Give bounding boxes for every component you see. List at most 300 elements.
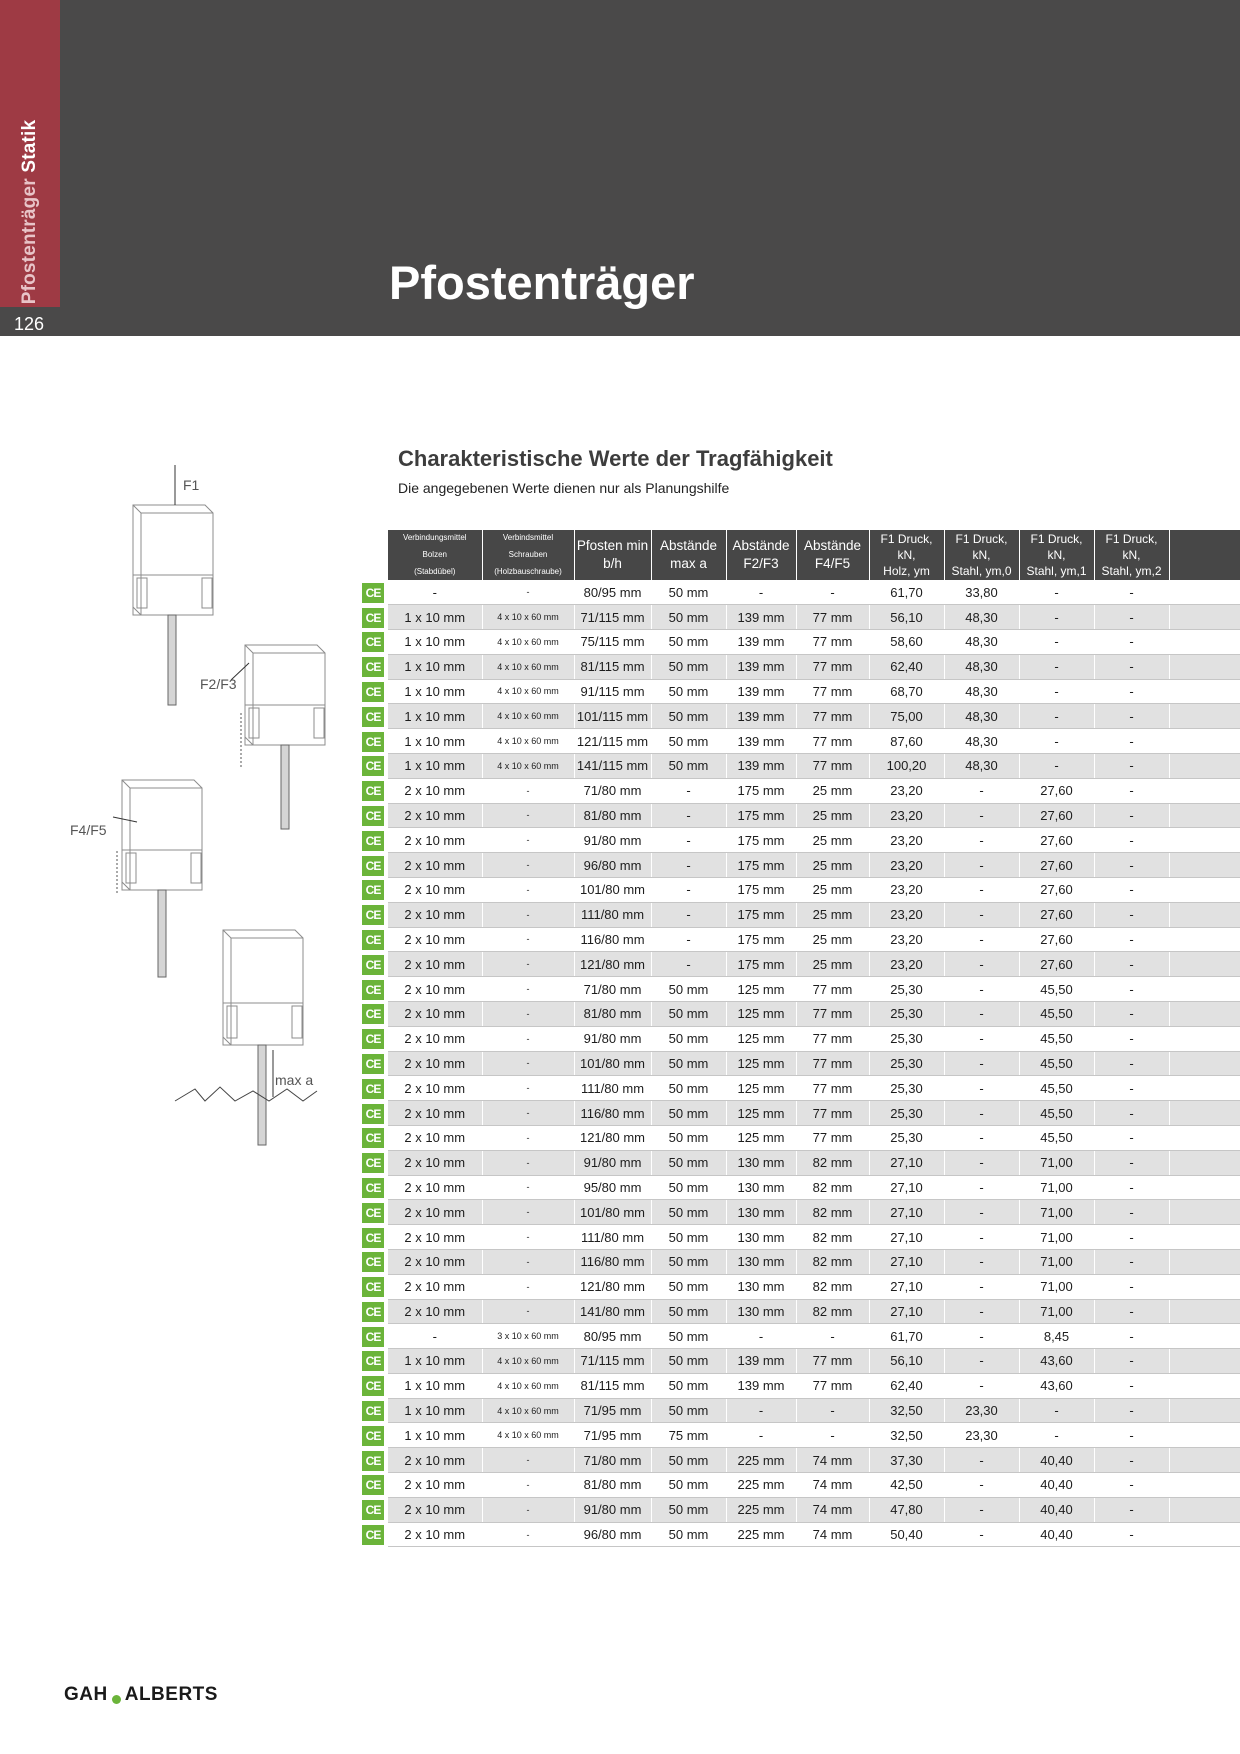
table-cell: -: [482, 1051, 574, 1076]
table-cell: 2 x 10 mm: [388, 778, 482, 803]
table-cell: 23,20: [869, 828, 944, 853]
table-cell-spacer: [1169, 927, 1240, 952]
table-cell: 50,40: [869, 1522, 944, 1547]
table-cell: 25,30: [869, 1026, 944, 1051]
table-cell: 23,20: [869, 803, 944, 828]
table-cell: 1 x 10 mm: [388, 679, 482, 704]
table-cell: 50 mm: [651, 1051, 726, 1076]
table-cell: -: [388, 1324, 482, 1349]
page-title: Pfostenträger: [389, 256, 695, 309]
table-cell: 121/80 mm: [574, 1274, 651, 1299]
table-cell: 82 mm: [796, 1249, 869, 1274]
table-cell: 2 x 10 mm: [388, 1522, 482, 1547]
table-cell: 2 x 10 mm: [388, 1249, 482, 1274]
table-cell: -: [1094, 927, 1169, 952]
table-cell: 47,80: [869, 1497, 944, 1522]
table-cell: 50 mm: [651, 1101, 726, 1126]
ce-mark-cell: [362, 902, 388, 927]
table-cell: 50 mm: [651, 679, 726, 704]
table-cell-spacer: [1169, 902, 1240, 927]
table-row: [362, 1175, 1240, 1200]
table-cell-spacer: [1169, 1522, 1240, 1547]
table-cell: 43,60: [1019, 1373, 1094, 1398]
post-anchor-diagram: [55, 465, 335, 1185]
ce-mark-cell: [362, 1101, 388, 1126]
table-cell: 81/80 mm: [574, 1473, 651, 1498]
table-cell: 25 mm: [796, 877, 869, 902]
table-cell: 116/80 mm: [574, 927, 651, 952]
ce-mark-icon: CE: [362, 1351, 384, 1371]
table-cell: 61,70: [869, 580, 944, 604]
table-cell: -: [944, 1373, 1019, 1398]
table-cell: 50 mm: [651, 1200, 726, 1225]
table-cell: 95/80 mm: [574, 1175, 651, 1200]
table-cell: -: [1094, 1225, 1169, 1250]
table-cell: -: [944, 1101, 1019, 1126]
table-row: [362, 1497, 1240, 1522]
table-cell: 71/80 mm: [574, 977, 651, 1002]
ce-mark-icon: CE: [362, 1277, 384, 1297]
table-row: [362, 753, 1240, 778]
table-cell: 81/80 mm: [574, 1001, 651, 1026]
table-cell: 71,00: [1019, 1200, 1094, 1225]
ce-mark-icon: CE: [362, 905, 384, 925]
table-cell: 50 mm: [651, 629, 726, 654]
table-cell: -: [1094, 1398, 1169, 1423]
table-cell: -: [796, 1324, 869, 1349]
table-cell: 2 x 10 mm: [388, 1299, 482, 1324]
table-cell: 25 mm: [796, 853, 869, 878]
table-cell: 77 mm: [796, 1125, 869, 1150]
table-cell: -: [482, 1274, 574, 1299]
table-cell: -: [1094, 704, 1169, 729]
table-row: [362, 1473, 1240, 1498]
table-cell: -: [388, 580, 482, 604]
table-cell: 56,10: [869, 1349, 944, 1374]
table-row: [362, 1001, 1240, 1026]
sidebar-category: [19, 120, 41, 305]
table-cell: 82 mm: [796, 1299, 869, 1324]
logo-text-left: GAH: [64, 1684, 108, 1705]
table-cell: 25 mm: [796, 902, 869, 927]
table-cell: 2 x 10 mm: [388, 1200, 482, 1225]
ce-mark-cell: [362, 1274, 388, 1299]
table-cell: 96/80 mm: [574, 1522, 651, 1547]
table-cell: 82 mm: [796, 1150, 869, 1175]
table-cell: -: [651, 877, 726, 902]
table-cell: -: [651, 952, 726, 977]
table-row: [362, 1274, 1240, 1299]
table-cell: -: [726, 1398, 796, 1423]
table-cell: 130 mm: [726, 1200, 796, 1225]
table-cell: 116/80 mm: [574, 1249, 651, 1274]
table-cell-spacer: [1169, 952, 1240, 977]
table-cell: 1 x 10 mm: [388, 1373, 482, 1398]
ce-mark-icon: CE: [362, 1401, 384, 1421]
ce-mark-cell: [362, 853, 388, 878]
ce-mark-icon: CE: [362, 732, 384, 752]
table-cell: 125 mm: [726, 1026, 796, 1051]
table-cell: 1 x 10 mm: [388, 1423, 482, 1448]
ce-mark-icon: CE: [362, 880, 384, 900]
table-row: [362, 1125, 1240, 1150]
table-cell: -: [944, 1026, 1019, 1051]
gah-alberts-logo: [64, 1684, 218, 1706]
ce-mark-cell: [362, 1349, 388, 1374]
table-cell: 125 mm: [726, 1125, 796, 1150]
table-cell-spacer: [1169, 1225, 1240, 1250]
table-cell: 4 x 10 x 60 mm: [482, 629, 574, 654]
table-cell: 62,40: [869, 654, 944, 679]
section-subtitle: Die angegebenen Werte dienen nur als Planungshilfe: [398, 480, 730, 496]
table-cell: -: [1019, 729, 1094, 754]
table-cell: 125 mm: [726, 1101, 796, 1126]
table-cell: -: [1019, 654, 1094, 679]
table-row: [362, 1423, 1240, 1448]
table-cell: 116/80 mm: [574, 1101, 651, 1126]
ce-mark-icon: CE: [362, 1128, 384, 1148]
table-cell-spacer: [1169, 778, 1240, 803]
table-cell: 45,50: [1019, 977, 1094, 1002]
table-cell: 130 mm: [726, 1175, 796, 1200]
ce-mark-cell: [362, 1051, 388, 1076]
table-cell: 2 x 10 mm: [388, 803, 482, 828]
table-cell: -: [1019, 580, 1094, 604]
table-cell: -: [944, 1299, 1019, 1324]
table-cell: 96/80 mm: [574, 853, 651, 878]
table-cell: 2 x 10 mm: [388, 977, 482, 1002]
table-cell: -: [944, 1225, 1019, 1250]
table-cell: -: [944, 1497, 1019, 1522]
table-cell: 50 mm: [651, 1076, 726, 1101]
ce-mark-cell: [362, 828, 388, 853]
table-cell: 23,20: [869, 952, 944, 977]
table-cell-spacer: [1169, 1497, 1240, 1522]
table-cell: 4 x 10 x 60 mm: [482, 704, 574, 729]
ce-mark-icon: CE: [362, 1004, 384, 1024]
table-cell: 77 mm: [796, 1026, 869, 1051]
table-cell: 40,40: [1019, 1522, 1094, 1547]
table-cell: 43,60: [1019, 1349, 1094, 1374]
table-cell: -: [944, 902, 1019, 927]
table-cell: 48,30: [944, 729, 1019, 754]
load-capacity-table: [362, 530, 1240, 1547]
table-cell: 2 x 10 mm: [388, 1026, 482, 1051]
table-cell: -: [1094, 828, 1169, 853]
table-cell: 139 mm: [726, 753, 796, 778]
ce-mark-icon: CE: [362, 1500, 384, 1520]
table-cell: 139 mm: [726, 1373, 796, 1398]
table-cell: 32,50: [869, 1398, 944, 1423]
table-cell: 2 x 10 mm: [388, 1225, 482, 1250]
table-cell: 50 mm: [651, 704, 726, 729]
table-cell: 1 x 10 mm: [388, 729, 482, 754]
table-cell: 125 mm: [726, 1076, 796, 1101]
table-cell: 2 x 10 mm: [388, 1497, 482, 1522]
table-cell: 45,50: [1019, 1125, 1094, 1150]
table-cell: 125 mm: [726, 1001, 796, 1026]
table-cell: -: [482, 1001, 574, 1026]
table-cell: -: [944, 853, 1019, 878]
table-cell: 71,00: [1019, 1299, 1094, 1324]
table-cell: 141/115 mm: [574, 753, 651, 778]
table-cell: -: [796, 580, 869, 604]
table-cell: 175 mm: [726, 828, 796, 853]
col-header-spacer: [1169, 530, 1240, 580]
table-row: [362, 1349, 1240, 1374]
table-row: [362, 1448, 1240, 1473]
table-cell: -: [1019, 704, 1094, 729]
table-cell: -: [1094, 1299, 1169, 1324]
table-cell: -: [1094, 778, 1169, 803]
table-cell: 2 x 10 mm: [388, 927, 482, 952]
table-cell: 4 x 10 x 60 mm: [482, 654, 574, 679]
ce-mark-icon: CE: [362, 707, 384, 727]
table-cell: -: [1094, 1051, 1169, 1076]
table-cell: 25,30: [869, 1101, 944, 1126]
table-cell-spacer: [1169, 753, 1240, 778]
table-body: [362, 580, 1240, 1547]
ce-mark-icon: CE: [362, 980, 384, 1000]
table-cell: 91/80 mm: [574, 828, 651, 853]
table-cell: 50 mm: [651, 1497, 726, 1522]
table-cell: -: [726, 1324, 796, 1349]
table-cell-spacer: [1169, 828, 1240, 853]
ce-mark-icon: CE: [362, 1079, 384, 1099]
table-cell: -: [482, 828, 574, 853]
table-cell: -: [726, 580, 796, 604]
ce-mark-icon: CE: [362, 1302, 384, 1322]
table-cell: 27,60: [1019, 778, 1094, 803]
table-cell: 2 x 10 mm: [388, 1051, 482, 1076]
ce-mark-icon: CE: [362, 1426, 384, 1446]
table-cell: -: [1094, 902, 1169, 927]
table-cell: 27,10: [869, 1225, 944, 1250]
ce-mark-icon: CE: [362, 632, 384, 652]
ce-mark-cell: [362, 778, 388, 803]
page-number: 126: [14, 314, 45, 334]
table-cell: -: [1019, 605, 1094, 630]
table-cell-spacer: [1169, 1175, 1240, 1200]
table-row: [362, 1398, 1240, 1423]
ce-mark-cell: [362, 1299, 388, 1324]
table-cell: -: [1094, 1373, 1169, 1398]
ce-mark-icon: CE: [362, 930, 384, 950]
table-cell: 27,60: [1019, 877, 1094, 902]
table-cell: 74 mm: [796, 1448, 869, 1473]
table-cell-spacer: [1169, 704, 1240, 729]
table-cell: -: [1094, 605, 1169, 630]
table-cell: 121/80 mm: [574, 952, 651, 977]
table-cell: 27,60: [1019, 803, 1094, 828]
table-cell: 71/115 mm: [574, 605, 651, 630]
table-cell: 50 mm: [651, 1522, 726, 1547]
table-cell: 40,40: [1019, 1448, 1094, 1473]
table-cell: 82 mm: [796, 1225, 869, 1250]
table-cell: 111/80 mm: [574, 902, 651, 927]
table-row: [362, 853, 1240, 878]
table-cell: -: [1094, 1349, 1169, 1374]
table-cell: 82 mm: [796, 1200, 869, 1225]
ce-mark-icon: CE: [362, 1376, 384, 1396]
table-cell: 77 mm: [796, 1076, 869, 1101]
table-cell: 27,60: [1019, 927, 1094, 952]
table-row: [362, 977, 1240, 1002]
table-cell: 130 mm: [726, 1299, 796, 1324]
table-cell: 77 mm: [796, 1101, 869, 1126]
table-cell: -: [1094, 1125, 1169, 1150]
table-cell-spacer: [1169, 1001, 1240, 1026]
table-cell: 50 mm: [651, 1026, 726, 1051]
ce-mark-icon: CE: [362, 1252, 384, 1272]
table-cell: 225 mm: [726, 1448, 796, 1473]
ce-mark-cell: [362, 1522, 388, 1547]
table-cell: 139 mm: [726, 629, 796, 654]
ce-mark-cell: [362, 1200, 388, 1225]
table-row: [362, 580, 1240, 604]
table-cell: -: [482, 1448, 574, 1473]
table-cell: 50 mm: [651, 1001, 726, 1026]
table-cell: 27,60: [1019, 828, 1094, 853]
table-cell: -: [1094, 729, 1169, 754]
table-cell: -: [944, 877, 1019, 902]
table-cell: 111/80 mm: [574, 1225, 651, 1250]
table-cell: 23,20: [869, 778, 944, 803]
table-cell: 40,40: [1019, 1473, 1094, 1498]
table-cell: 4 x 10 x 60 mm: [482, 1423, 574, 1448]
table-cell: 27,10: [869, 1299, 944, 1324]
table-cell: 141/80 mm: [574, 1299, 651, 1324]
ce-mark-icon: CE: [362, 806, 384, 826]
table-cell: 50 mm: [651, 729, 726, 754]
table-cell: 175 mm: [726, 778, 796, 803]
table-row: [362, 679, 1240, 704]
table-cell: 25,30: [869, 977, 944, 1002]
col-header-f1-steel-2: F1 Druck, kN, Stahl, ym,2: [1094, 530, 1169, 580]
table-cell: 48,30: [944, 679, 1019, 704]
table-cell: 45,50: [1019, 1026, 1094, 1051]
table-cell: 25 mm: [796, 927, 869, 952]
table-cell: -: [482, 1026, 574, 1051]
table-cell: 45,50: [1019, 1101, 1094, 1126]
sidebar-category-bold: Statik: [19, 119, 40, 173]
table-cell: 2 x 10 mm: [388, 1125, 482, 1150]
table-cell: -: [944, 1349, 1019, 1374]
table-cell: 71,00: [1019, 1175, 1094, 1200]
table-cell: -: [1094, 877, 1169, 902]
table-cell: 4 x 10 x 60 mm: [482, 605, 574, 630]
table-cell: 82 mm: [796, 1274, 869, 1299]
table-cell-spacer: [1169, 977, 1240, 1002]
table-cell: 58,60: [869, 629, 944, 654]
ce-mark-icon: CE: [362, 583, 384, 603]
table-row: [362, 1150, 1240, 1175]
col-header-bolts: Verbindungsmittel Bolzen (Stabdübel): [388, 530, 482, 580]
table-cell-spacer: [1169, 877, 1240, 902]
table-cell: 25 mm: [796, 828, 869, 853]
table-cell: 81/115 mm: [574, 1373, 651, 1398]
post-anchor-2: [231, 645, 325, 829]
ce-mark-cell: [362, 605, 388, 630]
table-cell: 37,30: [869, 1448, 944, 1473]
ce-mark-cell: [362, 1448, 388, 1473]
table-cell: -: [1094, 1497, 1169, 1522]
ce-mark-icon: CE: [362, 1029, 384, 1049]
ce-mark-icon: CE: [362, 1153, 384, 1173]
table-cell: 71/95 mm: [574, 1423, 651, 1448]
table-cell: 71/80 mm: [574, 778, 651, 803]
table-cell: 71,00: [1019, 1150, 1094, 1175]
table-cell: 77 mm: [796, 605, 869, 630]
table-cell: -: [482, 1497, 574, 1522]
table-cell: 27,60: [1019, 853, 1094, 878]
ce-mark-icon: CE: [362, 1451, 384, 1471]
table-cell: 101/80 mm: [574, 877, 651, 902]
table-cell: 40,40: [1019, 1497, 1094, 1522]
table-cell: -: [944, 1001, 1019, 1026]
ce-mark-cell: [362, 1225, 388, 1250]
ce-mark-cell: [362, 1373, 388, 1398]
table-cell: 23,30: [944, 1398, 1019, 1423]
table-cell-spacer: [1169, 803, 1240, 828]
table-cell: 91/115 mm: [574, 679, 651, 704]
table-cell: 225 mm: [726, 1522, 796, 1547]
col-header-f1-wood: F1 Druck, kN, Holz, ym: [869, 530, 944, 580]
table-cell: -: [482, 1150, 574, 1175]
table-cell: 50 mm: [651, 605, 726, 630]
table-cell: 23,20: [869, 853, 944, 878]
table-cell: 130 mm: [726, 1150, 796, 1175]
table-row: [362, 704, 1240, 729]
table-cell: -: [1094, 1026, 1169, 1051]
table-cell: 8,45: [1019, 1324, 1094, 1349]
table-cell: 50 mm: [651, 753, 726, 778]
ce-mark-cell: [362, 952, 388, 977]
table-row: [362, 828, 1240, 853]
table-cell: -: [482, 927, 574, 952]
ce-mark-icon: CE: [362, 781, 384, 801]
table-cell: 1 x 10 mm: [388, 1398, 482, 1423]
ce-mark-icon: CE: [362, 608, 384, 628]
table-cell: -: [944, 1150, 1019, 1175]
table-cell: 42,50: [869, 1473, 944, 1498]
table-cell: 50 mm: [651, 977, 726, 1002]
table-cell-spacer: [1169, 1249, 1240, 1274]
table-cell-spacer: [1169, 1473, 1240, 1498]
table-cell: 175 mm: [726, 803, 796, 828]
post-anchor-4: [175, 930, 317, 1145]
table-cell-spacer: [1169, 1200, 1240, 1225]
table-cell-spacer: [1169, 1398, 1240, 1423]
table-cell: -: [482, 853, 574, 878]
table-cell: 175 mm: [726, 902, 796, 927]
table-cell: -: [482, 952, 574, 977]
ce-mark-icon: CE: [362, 1525, 384, 1545]
table-cell: -: [482, 1200, 574, 1225]
table-cell-spacer: [1169, 1274, 1240, 1299]
ce-mark-icon: CE: [362, 831, 384, 851]
table-cell-spacer: [1169, 853, 1240, 878]
col-header-screws: Verbindsmittel Schrauben (Holzbauschraube): [482, 530, 574, 580]
table-cell: 50 mm: [651, 1125, 726, 1150]
table-cell: -: [944, 1274, 1019, 1299]
table-cell: 45,50: [1019, 1051, 1094, 1076]
table-cell: -: [482, 580, 574, 604]
ce-column-header: [362, 530, 388, 580]
table-cell: 139 mm: [726, 679, 796, 704]
col-header-f1-steel-1: F1 Druck, kN, Stahl, ym,1: [1019, 530, 1094, 580]
table-cell-spacer: [1169, 629, 1240, 654]
